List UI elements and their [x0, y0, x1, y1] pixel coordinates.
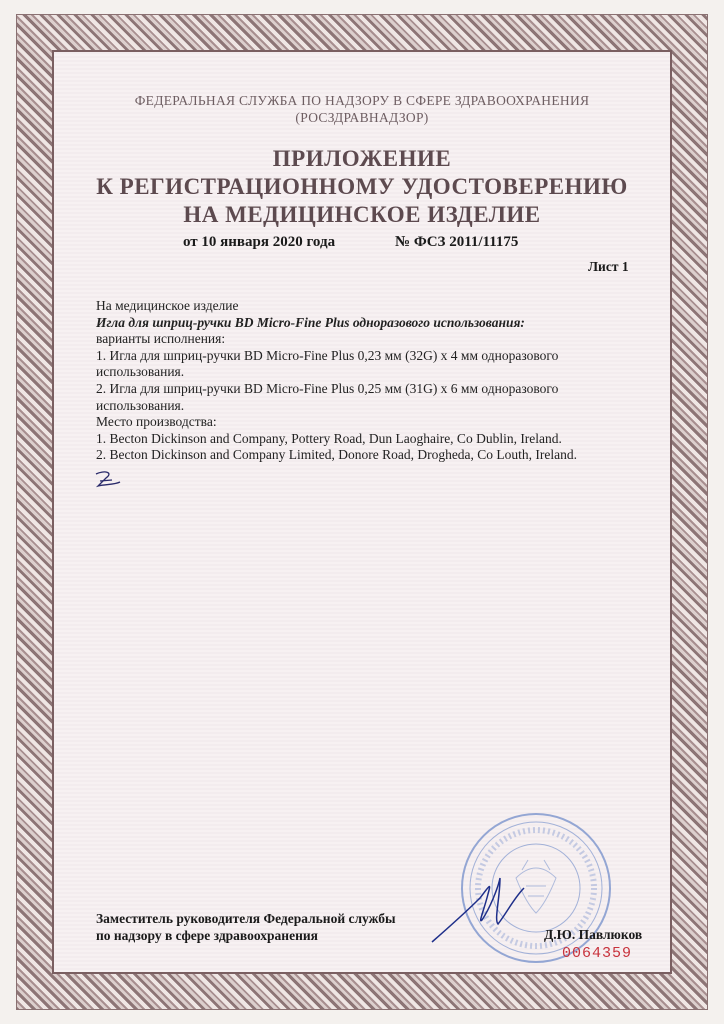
- handwritten-mark: [92, 468, 126, 494]
- document-title-line2: К РЕГИСТРАЦИОННОМУ УДОСТОВЕРЕНИЮ: [96, 174, 628, 199]
- signatory-position: [96, 910, 396, 944]
- document-title-line1: ПРИЛОЖЕНИЕ: [272, 146, 452, 171]
- place-item: 1. Becton Dickinson and Company, Pottery Road, Dun Laoghaire, Co Dublin, Ireland.: [96, 430, 562, 446]
- sheet-number: Лист 1: [588, 259, 629, 274]
- variant-item: 2. Игла для шприц-ручки BD Micro-Fine Plus 0,25 мм (31G) х 6 мм одноразового использования.: [96, 380, 559, 413]
- product-name: Игла для шприц-ручки BD Micro-Fine Plus одноразового использования:: [96, 314, 525, 330]
- document-title-line3: НА МЕДИЦИНСКОЕ ИЗДЕЛИЕ: [183, 202, 541, 227]
- handwritten-signature: [428, 858, 538, 948]
- signatory-name: Д.Ю. Павлюков: [544, 927, 643, 942]
- position-line1: Заместитель руководителя Федеральной службы: [96, 911, 396, 926]
- serial-number: 0064359: [562, 945, 633, 962]
- issue-date: от 10 января 2020 года: [183, 234, 336, 250]
- agency-name: ФЕДЕРАЛЬНАЯ СЛУЖБА ПО НАДЗОРУ В СФЕРЕ ЗДРАВООХРАНЕНИЯ: [134, 93, 590, 108]
- document-body: [96, 298, 636, 464]
- place-item: 2. Becton Dickinson and Company Limited, Donore Road, Drogheda, Co Louth, Ireland.: [96, 447, 578, 463]
- position-line2: по надзору в сфере здравоохранения: [96, 928, 318, 943]
- registration-number: № ФСЗ 2011/11175: [395, 234, 519, 250]
- body-intro: На медицинское изделие: [96, 298, 239, 313]
- place-label: Место производства:: [96, 414, 217, 430]
- variant-item: 1. Игла для шприц-ручки BD Micro-Fine Plus 0,23 мм (32G) х 4 мм одноразового использования.: [96, 347, 559, 380]
- agency-abbreviation: (РОСЗДРАВНАДЗОР): [295, 110, 429, 125]
- variants-label: варианты исполнения:: [96, 331, 226, 347]
